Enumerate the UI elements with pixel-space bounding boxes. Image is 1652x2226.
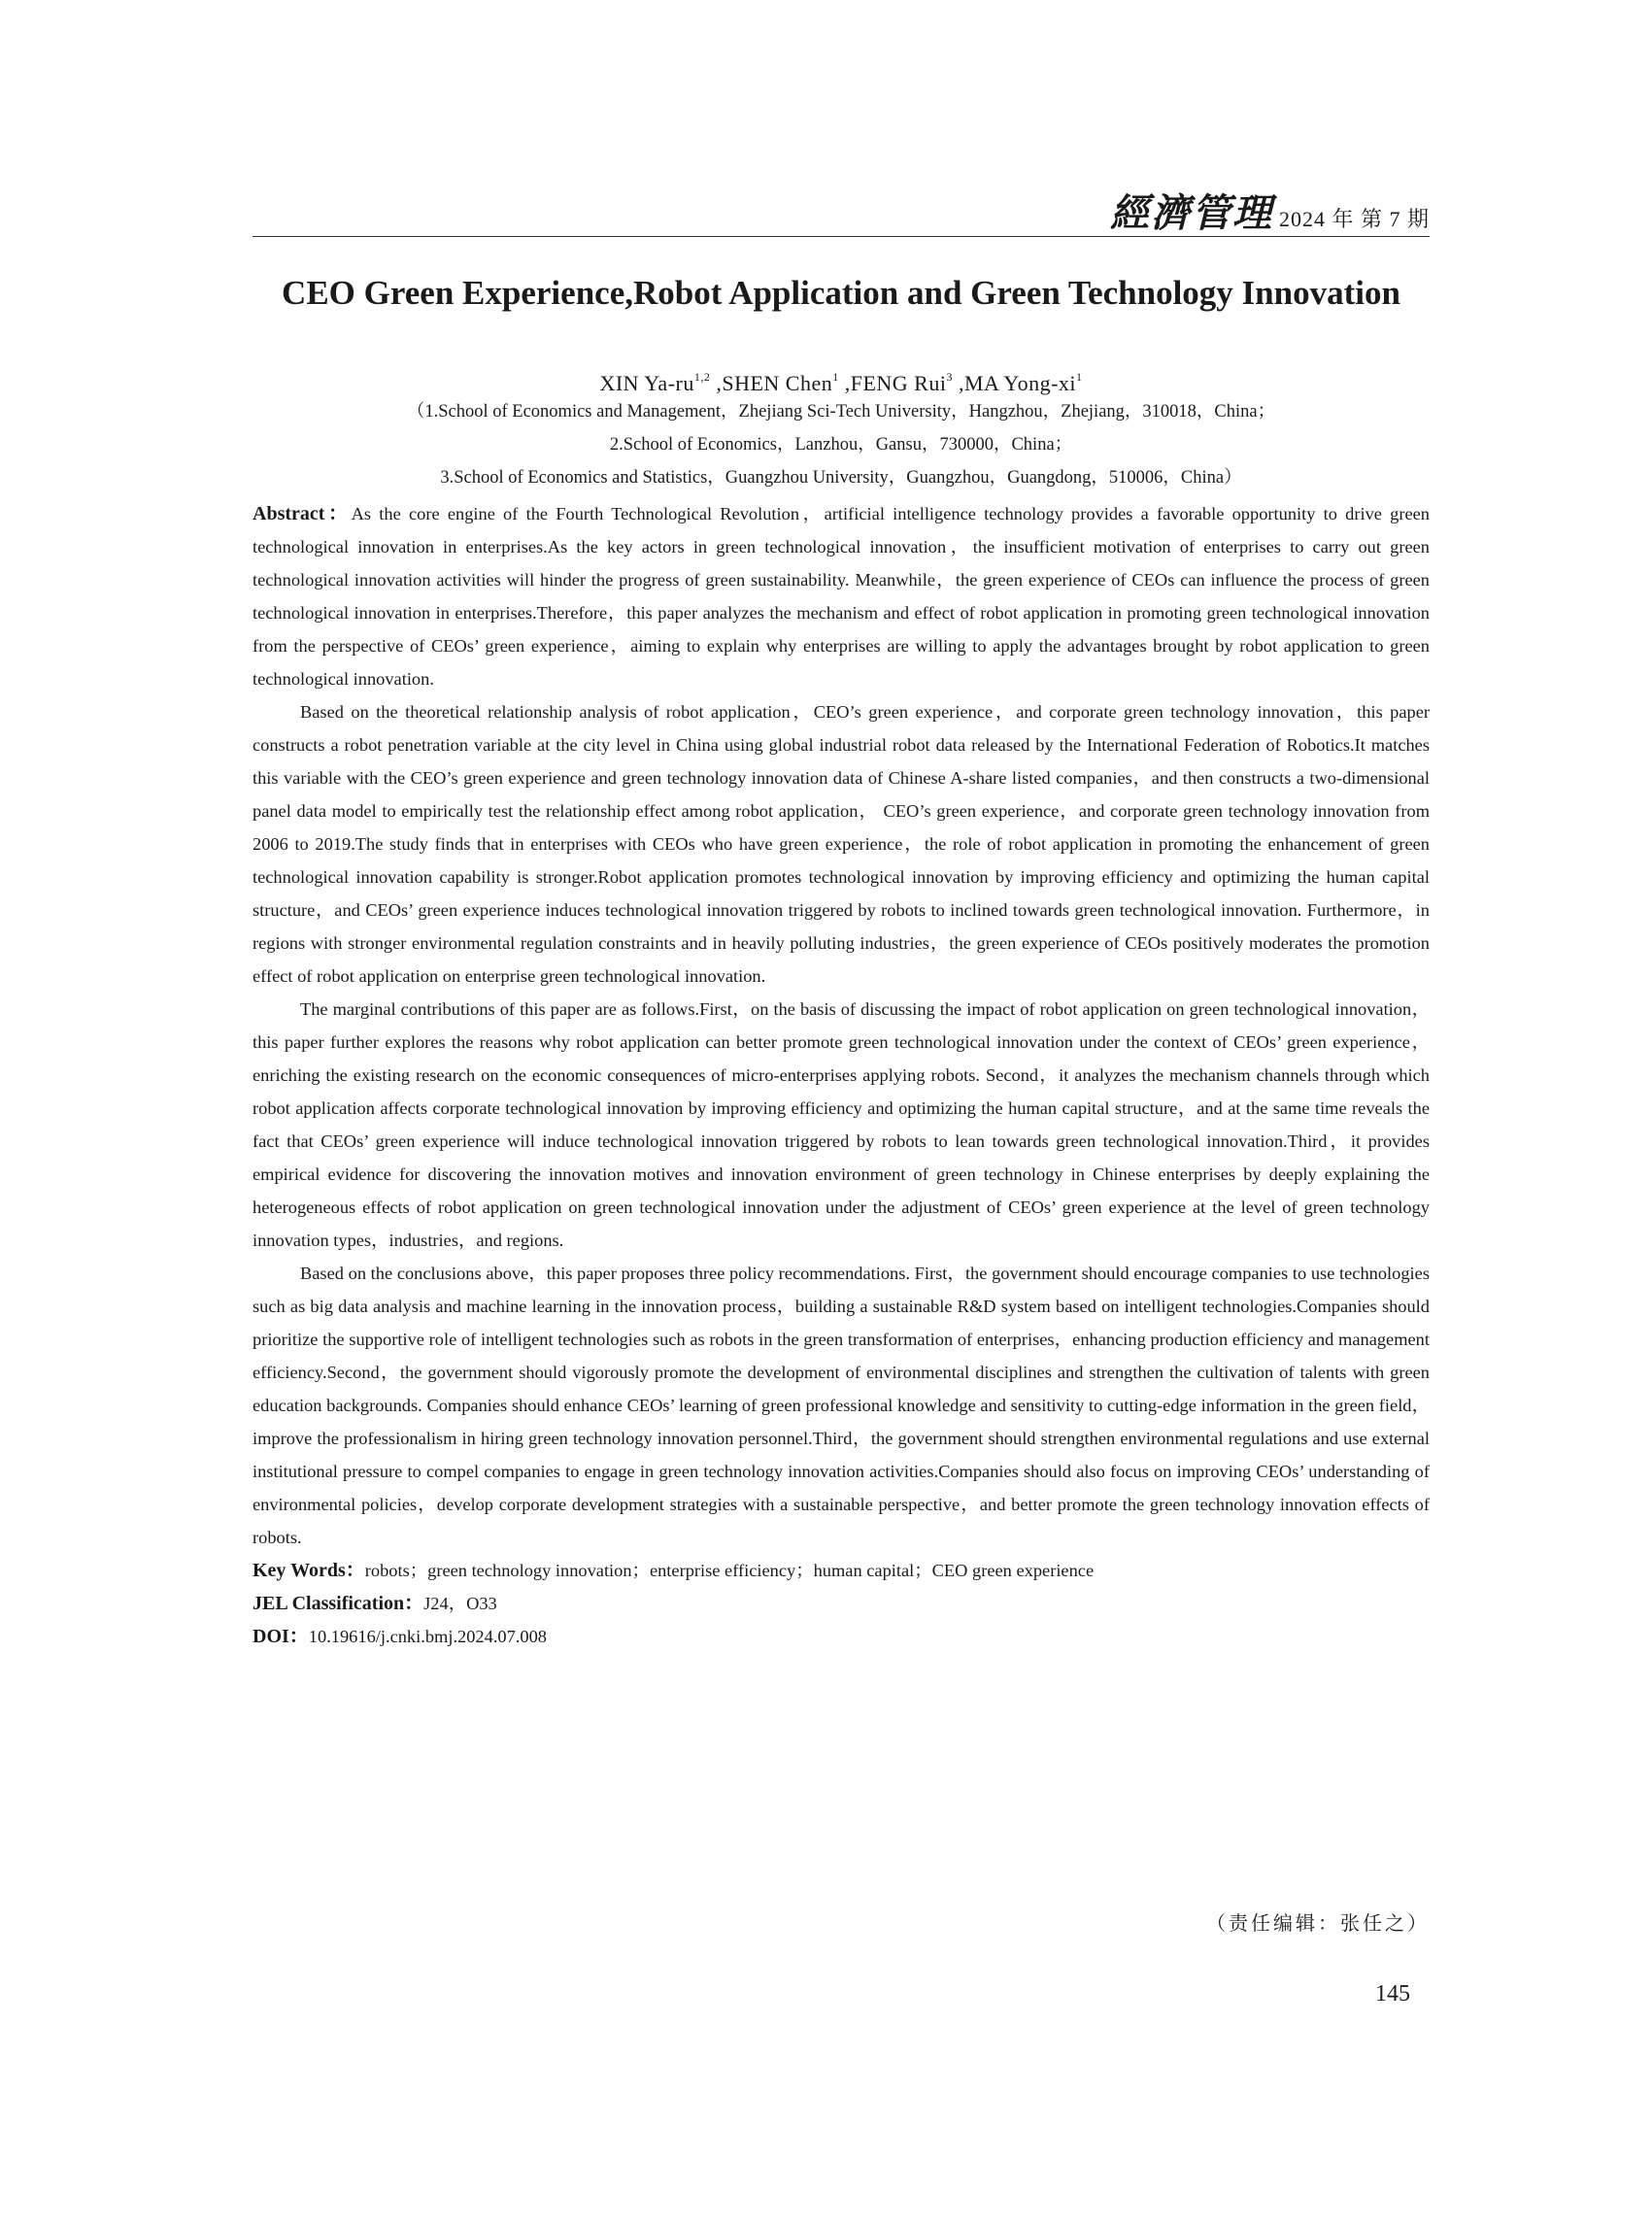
- jel-label: JEL Classification：: [253, 1593, 424, 1614]
- keywords-line: [253, 1554, 1430, 1587]
- author-name: MA Yong-xi: [963, 371, 1077, 395]
- author-separator: ,: [710, 371, 723, 395]
- doi-line: [253, 1620, 1430, 1653]
- author-affiliation-mark: 1: [1076, 370, 1083, 384]
- author-affiliation-mark: 3: [946, 370, 953, 384]
- author-separator: ,: [952, 371, 964, 395]
- issue-label: 2024 年 第 7 期: [1278, 207, 1430, 231]
- keywords-text: robots；green technology innovation；enterprise efficiency；human capital；CEO green experience: [364, 1561, 1095, 1580]
- doi-text: 10.19616/j.cnki.bmj.2024.07.008: [308, 1627, 547, 1646]
- author-name: XIN Ya-ru: [599, 371, 694, 395]
- journal-name: 經濟管理: [1109, 190, 1273, 236]
- affiliation-line: （1.School of Economics and Management，Zhejiang Sci-Tech University，Hangzhou，Zhejiang，310018，China；: [406, 402, 1276, 422]
- paper-title: CEO Green Experience,Robot Application and Green Technology Innovation: [282, 274, 1400, 312]
- doi-label: DOI：: [253, 1626, 309, 1647]
- abstract-label: Abstract：: [253, 503, 352, 524]
- jel-line: [253, 1587, 1430, 1620]
- author-affiliation-mark: 1: [832, 370, 839, 384]
- page-number: 145: [1375, 1981, 1410, 2007]
- author-name: SHEN Chen: [722, 371, 833, 395]
- abstract-paragraph: Based on the conclusions above，this paper proposes three policy recommendations. First，the government should encourage companies to use technologies such as big data analysis and machine learning in the innovation process，building a sustainable R&D system based on intelligent technologies.Companies should prioritize the supportive role of intelligent technologies such as robots in the green transformation of enterprises，enhancing production efficiency and management efficiency.Second，the government should vigorously promote the development of environmental disciplines and strengthen the cultivation of talents with green education backgrounds. Companies should enhance CEOs’ learning of green professional knowledge and sensitivity to cutting-edge information in the green field，improve the professionalism in hiring green technology innovation personnel.Third，the government should strengthen environmental regulations and use external institutional pressure to compel companies to engage in green technology innovation activities.Companies should also focus on improving CEOs’ understanding of environmental policies，develop corporate development strategies with a sustainable perspective，and better promote the green technology innovation effects of robots.: [253, 1264, 1430, 1547]
- editor-note: （责任编辑：张任之）: [1206, 1911, 1430, 1935]
- keywords-label: Key Words：: [253, 1560, 365, 1581]
- abstract-text: As the core engine of the Fourth Technological Revolution，artificial intelligence technology provides a favorable opportunity to drive green technological innovation in enterprises.As the key actors in green technological innovation，the insufficient motivation of enterprises to carry out green technological innovation activities will hinder the progress of green sustainability. Meanwhile，the green experience of CEOs can influence the process of green technological innovation in enterprises.Therefore，this paper analyzes the mechanism and effect of robot application in promoting green technological innovation from the perspective of CEOs’ green experience，aiming to explain why enterprises are willing to apply the advantages brought by robot application to green technological innovation.: [253, 504, 1430, 689]
- article-body: [253, 497, 1430, 1653]
- abstract-paragraph: [253, 497, 1430, 695]
- affiliation-line: 2.School of Economics，Lanzhou，Gansu，730000，China；: [609, 435, 1073, 455]
- running-header: [253, 183, 1430, 238]
- header-rule: [253, 236, 1430, 237]
- author-affiliation-mark: 1,2: [693, 370, 711, 384]
- abstract-paragraph: Based on the theoretical relationship analysis of robot application，CEO’s green experience，and corporate green technology innovation，this paper constructs a robot penetration variable at the city level in China using global industrial robot data released by the International Federation of Robotics.It matches this variable with the CEO’s green experience and green technology innovation data of Chinese A-share listed companies，and then constructs a two-dimensional panel data model to empirically test the relationship effect among robot application， CEO’s green experience，and corporate green technology innovation from 2006 to 2019.The study finds that in enterprises with CEOs who have green experience，the role of robot application in promoting the enhancement of green technological innovation capability is stronger.Robot application promotes technological innovation by improving efficiency and optimizing the human capital structure，and CEOs’ green experience induces technological innovation triggered by robots to inclined towards green technological innovation. Furthermore，in regions with stronger environmental regulation constraints and in heavily polluting industries，the green experience of CEOs positively moderates the promotion effect of robot application on enterprise green technological innovation.: [253, 702, 1430, 986]
- jel-text: J24，O33: [423, 1594, 497, 1613]
- abstract-paragraph: The marginal contributions of this paper are as follows.First，on the basis of discussing the impact of robot application on green technological innovation，this paper further explores the reasons why robot application can better promote green technological innovation under the context of CEOs’ green experience，enriching the existing research on the economic consequences of micro-enterprises applying robots. Second，it analyzes the mechanism channels through which robot application affects corporate technological innovation by improving efficiency and optimizing the human capital structure，and at the same time reveals the fact that CEOs’ green experience will induce technological innovation triggered by robots to lean towards green technological innovation.Third，it provides empirical evidence for discovering the innovation motives and innovation environment of green technology in Chinese enterprises by deeply explaining the heterogeneous effects of robot application on green technological innovation under the adjustment of CEOs’ green experience at the level of green technology innovation types，industries，and regions.: [253, 999, 1430, 1250]
- affiliation-line: 3.School of Economics and Statistics，Guangzhou University，Guangzhou，Guangdong，510006，China）: [440, 468, 1242, 488]
- author-name: FENG Rui: [850, 371, 947, 395]
- author-line: [253, 362, 1430, 398]
- author-separator: ,: [838, 371, 851, 395]
